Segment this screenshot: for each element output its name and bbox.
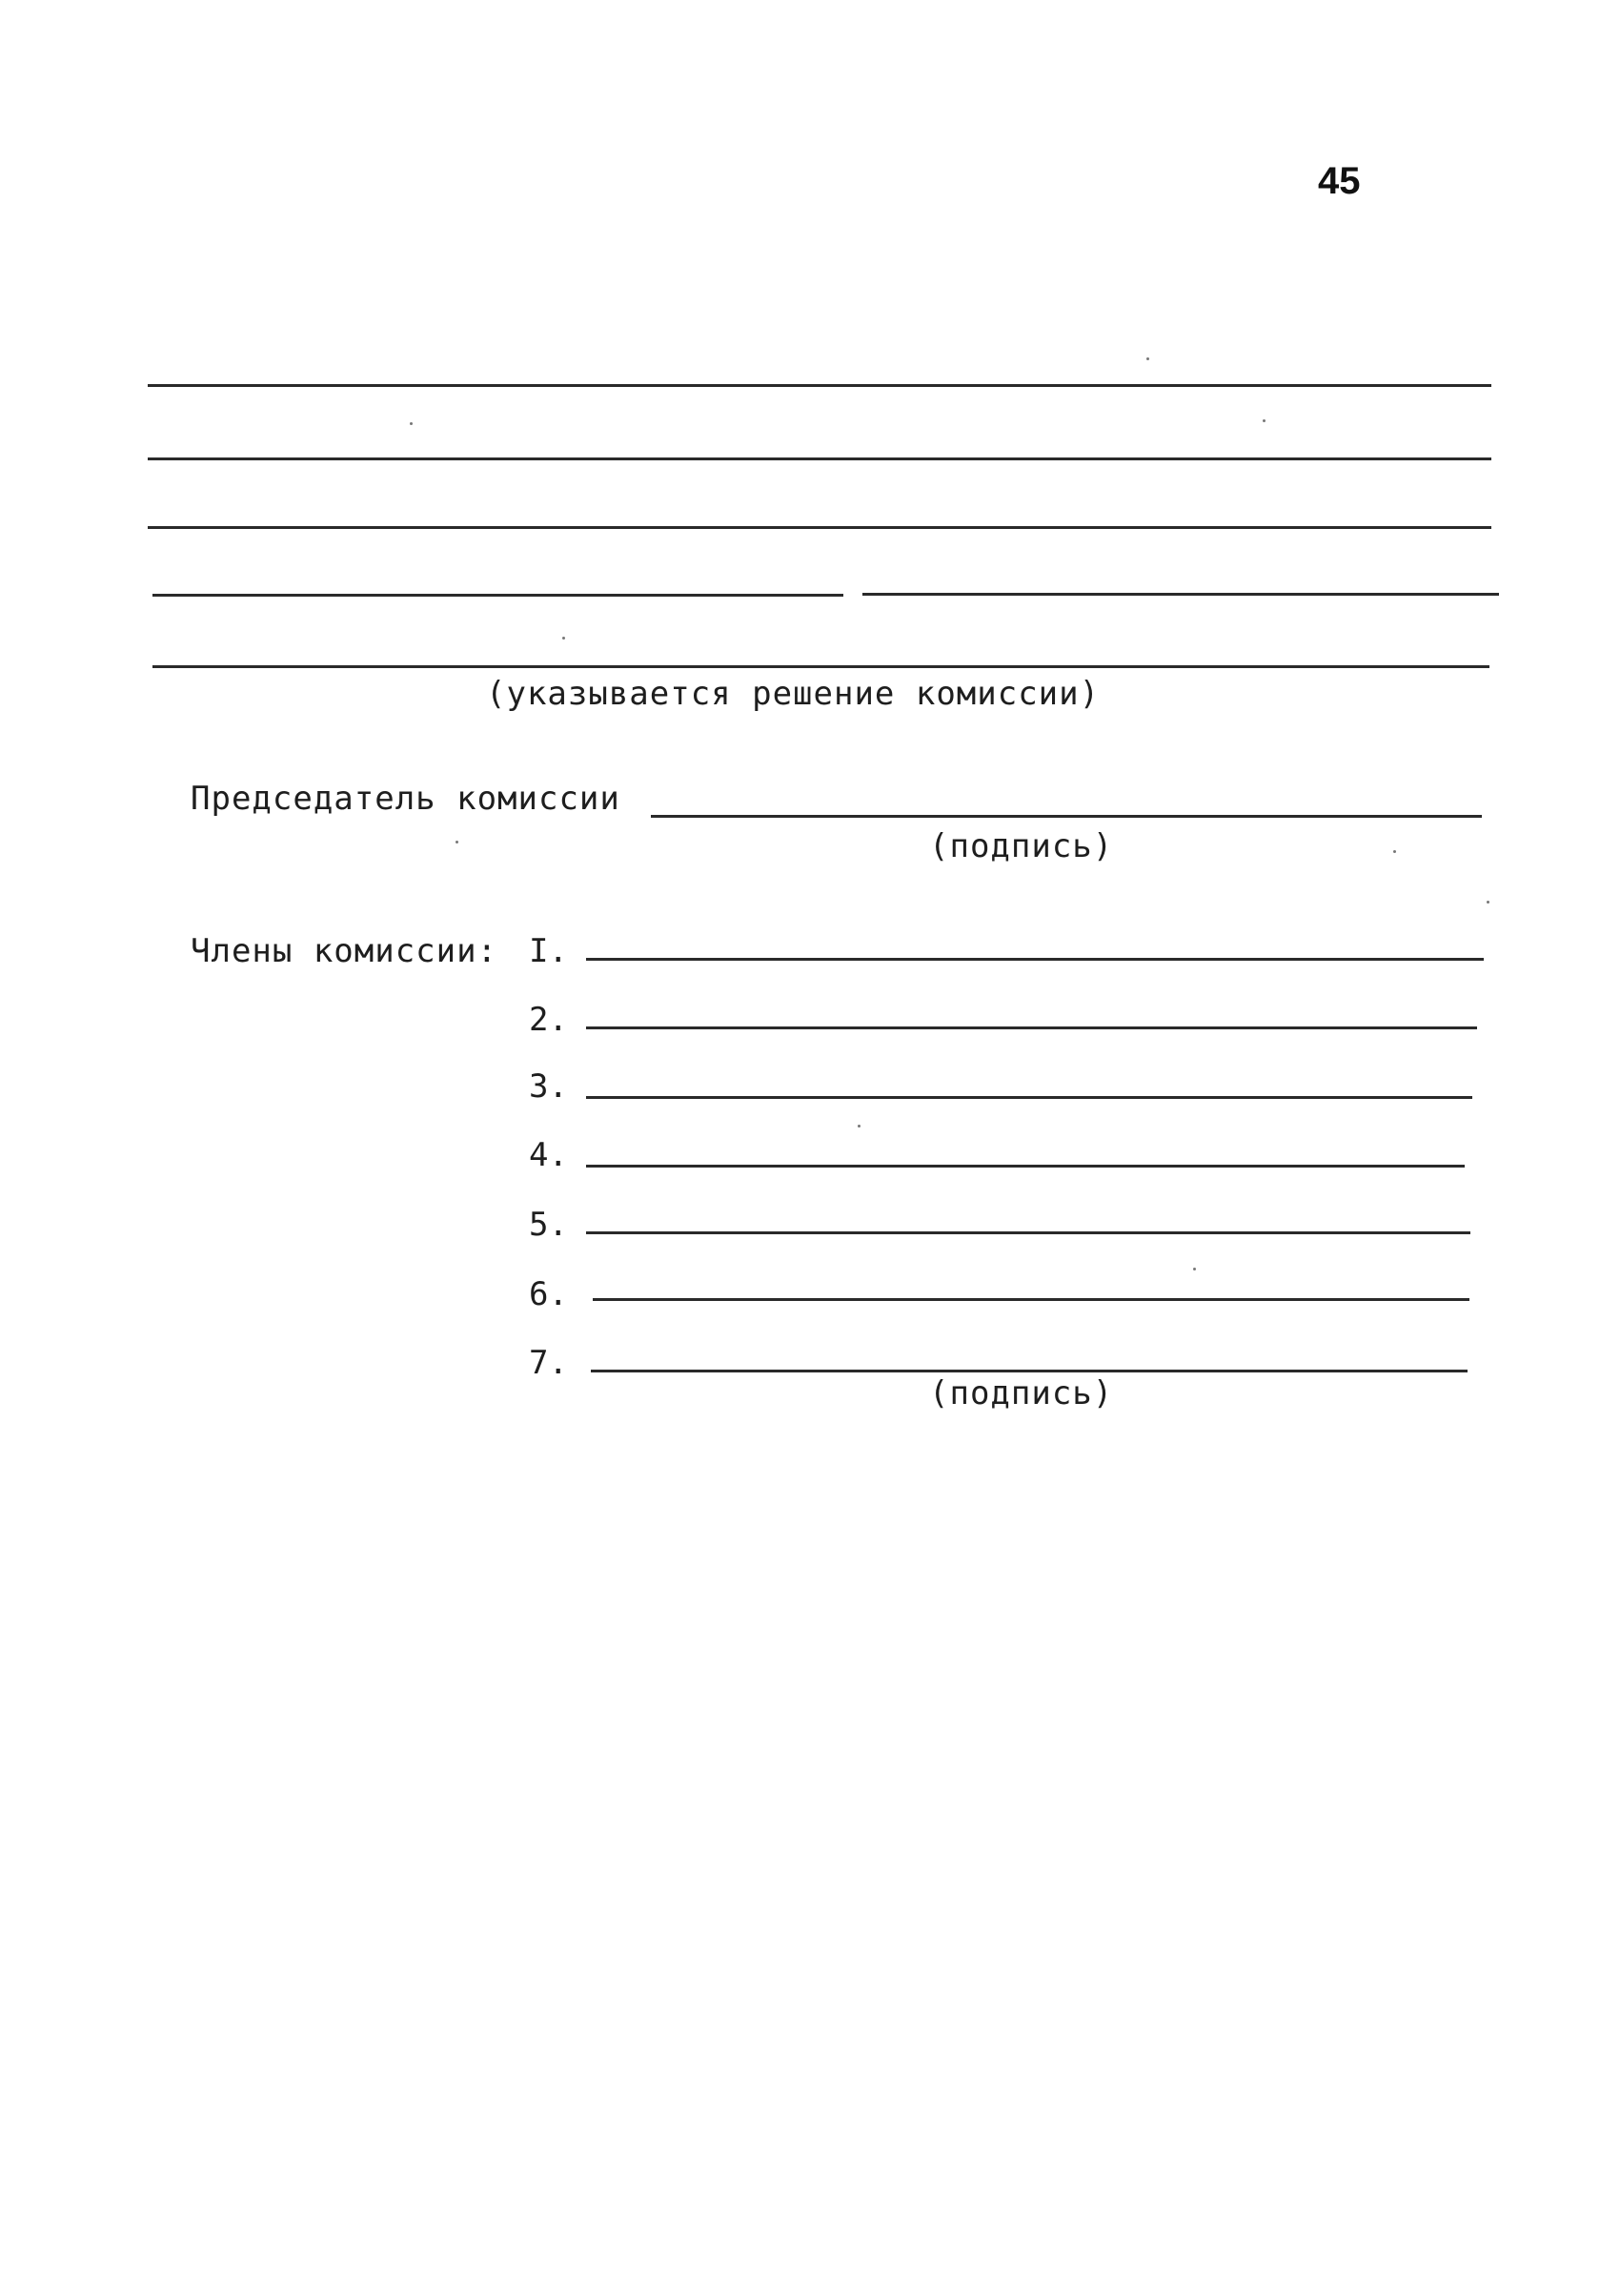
member-number-7: 7. [529,1344,568,1382]
chairman-signature-line [651,815,1482,818]
member-signature-line-1 [586,958,1484,961]
member-signature-line-4 [586,1165,1465,1168]
member-signature-line-2 [586,1026,1477,1029]
scan-speck [858,1125,861,1128]
scan-speck [1193,1268,1196,1270]
member-number-1: I. [529,932,568,970]
decision-line-1 [148,384,1491,387]
member-number-3: 3. [529,1067,568,1106]
members-signature-caption: (подпись) [929,1374,1114,1412]
members-label: Члены комиссии: [191,932,498,970]
decision-line-2 [148,457,1491,460]
page-number: 45 [1318,160,1361,202]
member-signature-line-3 [586,1096,1472,1099]
member-number-6: 6. [529,1275,568,1313]
member-number-2: 2. [529,1001,568,1039]
decision-caption: (указывается решение комиссии) [486,675,1101,713]
decision-line-4b [862,593,1499,596]
chairman-signature-caption: (подпись) [929,827,1114,865]
scan-speck [456,841,458,843]
scan-speck [1393,850,1396,853]
member-signature-line-7 [591,1370,1468,1372]
scan-speck [410,422,413,425]
member-number-5: 5. [529,1206,568,1244]
decision-line-5 [152,665,1489,668]
member-signature-line-6 [593,1298,1469,1301]
scan-speck [1487,901,1489,904]
member-number-4: 4. [529,1136,568,1174]
scan-speck [1263,419,1266,422]
chairman-label: Председатель комиссии [191,780,620,818]
decision-line-4a [152,594,843,597]
scan-speck [562,637,565,640]
scan-speck [1146,357,1149,360]
decision-line-3 [148,526,1491,529]
member-signature-line-5 [586,1231,1470,1234]
